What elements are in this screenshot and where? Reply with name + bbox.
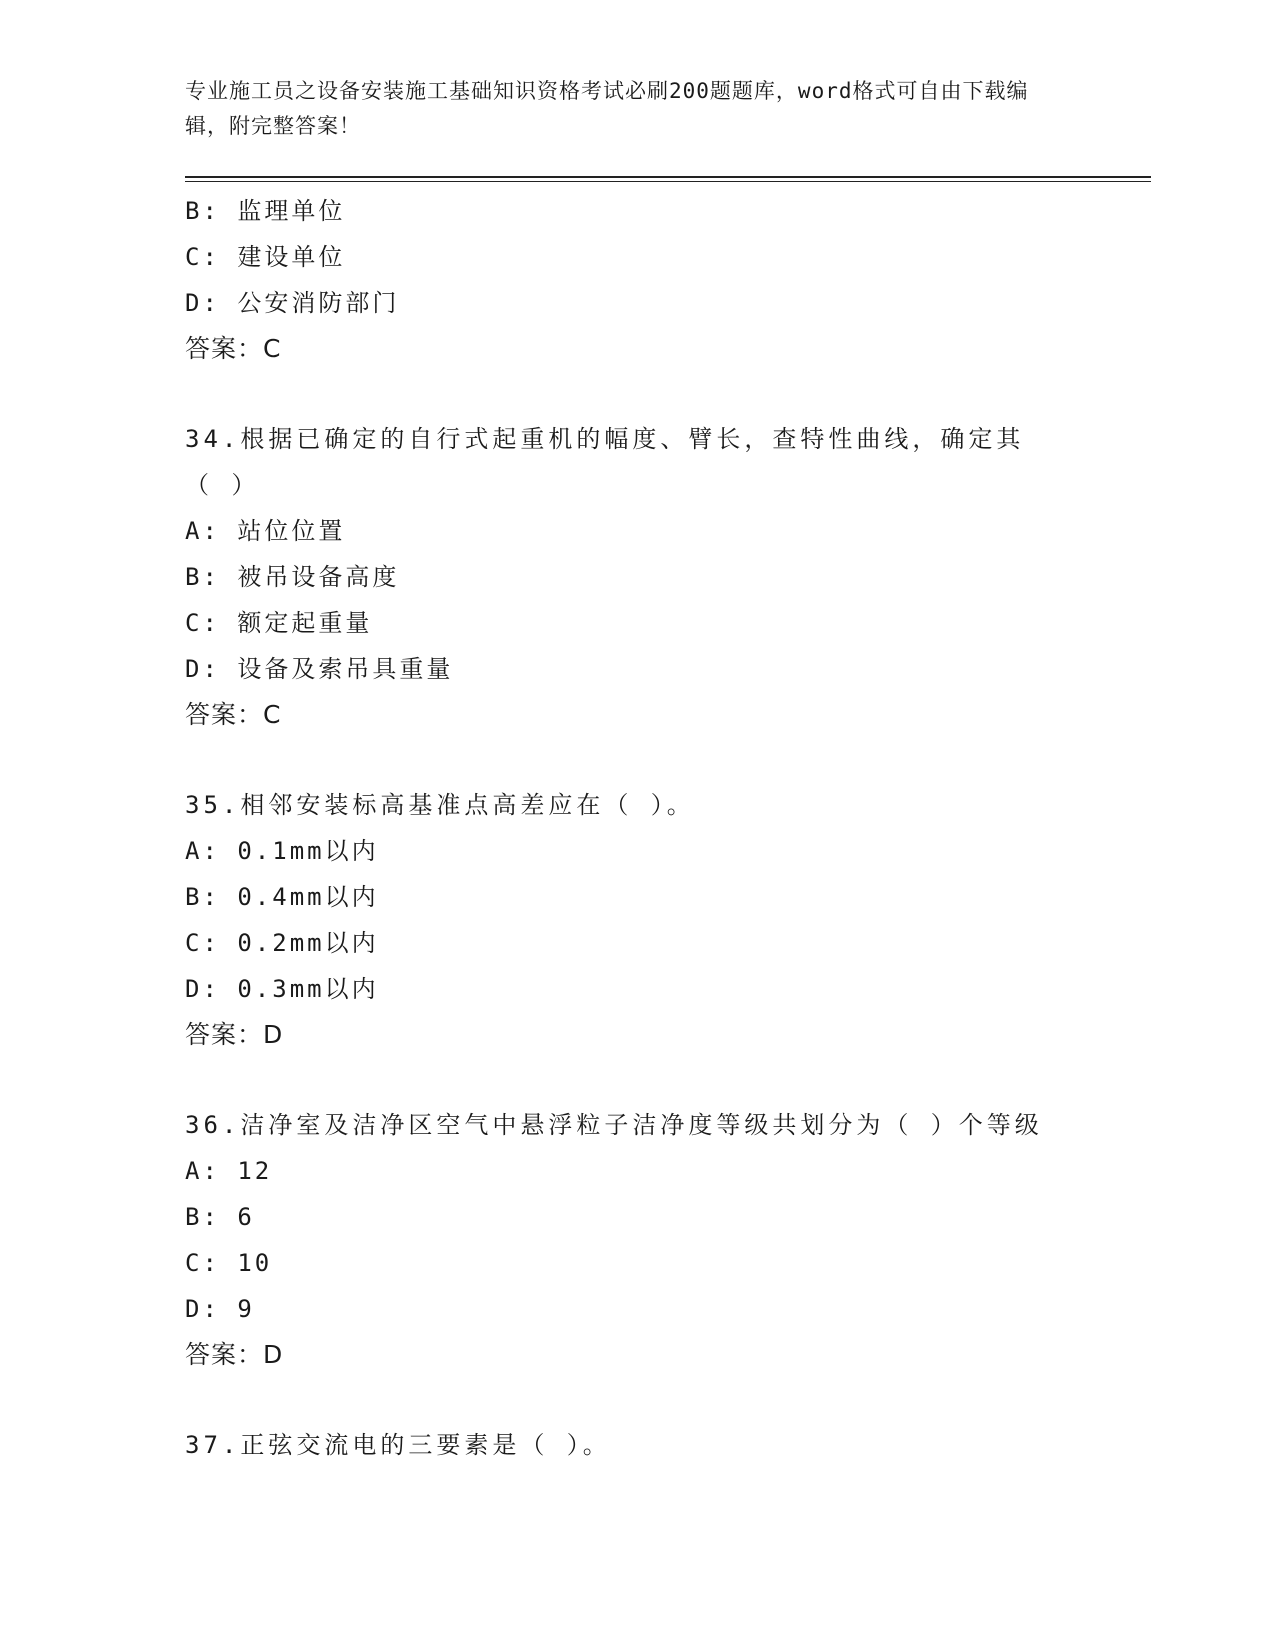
question-stem: 35.相邻安装标高基准点高差应在（ ）。 <box>185 791 695 819</box>
option-d: D: 公安消防部门 <box>185 289 400 317</box>
option-d: D: 0.3mm以内 <box>185 975 379 1003</box>
question-list <box>185 188 1085 1468</box>
answer-line: 答案：C <box>185 700 282 729</box>
question-stem: 36.洁净室及洁净区空气中悬浮粒子洁净度等级共划分为（ ）个等级 <box>185 1111 1043 1139</box>
option-a: A: 站位位置 <box>185 517 346 545</box>
question-33-tail <box>185 188 1085 372</box>
option-b: B: 被吊设备高度 <box>185 563 400 591</box>
option-b: B: 6 <box>185 1203 255 1231</box>
option-c: C: 建设单位 <box>185 243 346 271</box>
header-divider-thick <box>185 176 1151 178</box>
answer-line: 答案：D <box>185 1020 284 1049</box>
option-c: C: 0.2mm以内 <box>185 929 379 957</box>
answer-line: 答案：C <box>185 334 282 363</box>
question-stem: 37.正弦交流电的三要素是（ ）。 <box>185 1431 611 1459</box>
option-c: C: 10 <box>185 1249 273 1277</box>
question-36 <box>185 1102 1085 1378</box>
option-a: A: 12 <box>185 1157 273 1185</box>
document-header: 专业施工员之设备安装施工基础知识资格考试必刷200题题库，word格式可自由下载编辑，附完整答案！ <box>185 79 1029 138</box>
option-d: D: 设备及索吊具重量 <box>185 655 454 683</box>
question-stem: 34.根据已确定的自行式起重机的幅度、臂长，查特性曲线，确定其（ ） <box>185 425 1025 499</box>
option-c: C: 额定起重量 <box>185 609 373 637</box>
question-35 <box>185 782 1085 1058</box>
option-b: B: 监理单位 <box>185 197 346 225</box>
question-34 <box>185 416 1085 738</box>
option-a: A: 0.1mm以内 <box>185 837 379 865</box>
option-d: D: 9 <box>185 1295 255 1323</box>
header-divider-thin <box>185 181 1151 182</box>
option-b: B: 0.4mm以内 <box>185 883 379 911</box>
question-37 <box>185 1422 1085 1468</box>
answer-line: 答案：D <box>185 1340 284 1369</box>
